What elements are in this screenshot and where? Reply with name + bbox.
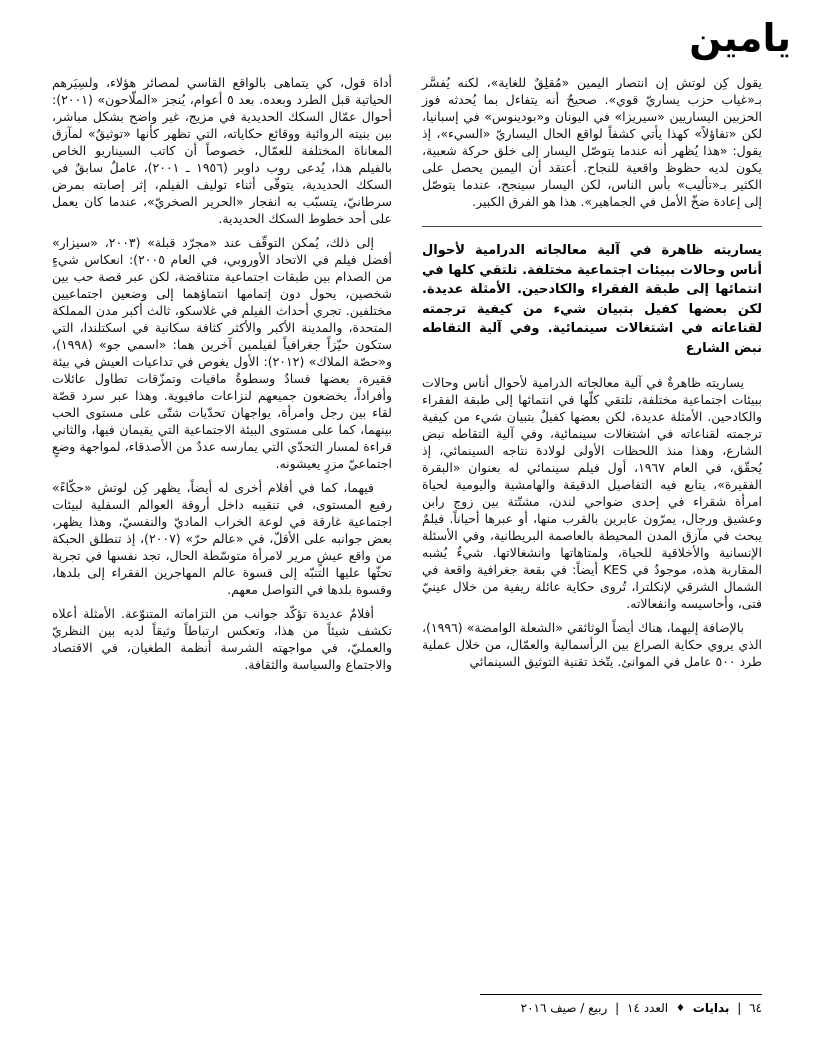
journal-name: بدايات (692, 1001, 730, 1015)
column-left (52, 74, 392, 680)
divider (422, 226, 762, 227)
footer-line (480, 994, 762, 1015)
issue-number: العدد ١٤ (627, 1001, 669, 1015)
article-body (52, 74, 762, 680)
diamond-icon: ♦ (675, 1003, 685, 1014)
column-right (422, 74, 762, 677)
footer-separator: | (615, 1001, 620, 1015)
pull-quote: يساريته ظاهرة في آلية معالجاته الدرامية لأحوال أناس وحالات ببيئات اجتماعية مختلفة. تلتقي كلها في انتمائها إلى طبقة الفقراء والكادحين. الأمثلة عديدة. لكن بعضها كفيل بتبيان شيء من كيفية ترجمته لقناعاته في اشتغالات سينمائية. وفي آلية التقاطه نبض الشارع (422, 243, 762, 356)
paragraph-right-3: بالإضافة إليهما، هناك أيضاً الوثائقي «الشعلة الوامضة» (١٩٩٦)، الذي يروي حكاية الصراع بين الرأسمالية والعمّال، من خلال عملية طرد ٥٠٠ عامل في الموانئ. يتّخذ تقنية التوثيق السينمائي (422, 620, 762, 669)
paragraph-left-3: فيهما، كما في أفلام أخرى له أيضاً، يظهر كِن لوتش «حكّاءً» رفيع المستوى، في تنقيبه داخل أروقة العوالم السفلية لبيئات اجتماعية غارقة في لوعة الخراب الماديّ والنفسيّ، وهذا يظهر، بعض جوانبه على الأقلّ، في «عالم حرّ» (٢٠٠٧)، إذ تنطلق الحبكة من واقع عيشٍ مرير لامرأة متوسّطة الحال، تجد نفسها في تجربة تحثّها عليها التنبّه إلى قسوة عالم المهاجرين الفقراء إلى بلدها، وقسوة بلدها في التواصل معهم. (52, 480, 392, 597)
paragraph-right-1: يقول كِن لوتش إن انتصار اليمين «مُقلِقٌ للغاية»، لكنه يُفسَّر بـ«غياب حزب يساريّ قوي». صحيحٌ أنه يتفاءل بما يُحدثه فوز الحزبين اليساريين «سيريزا» في اليونان و«بودينوس» في إسبانيا، لكن «تفاؤلاً» كهذا يأتي كشفاً لواقع الحال اليساريّ «السيء»، إذ يقول: «هذا يُظهر أنه عندما يتوصّل اليسار إلى خلق حركة شعبية، يكون لديه حظوظ واقعية للنجاح. أعتقد أن اليمين يحصل على الكثير بـ«تأليب» بأس الناس، لكن اليسار سينجح، عندما يتوصّل إلى إعادة ضخّ الأمل في الجماهير». هذا هو الفرق الكبير. (422, 75, 762, 209)
page-footer (52, 994, 762, 1015)
issue-season: ربيع / صيف ٢٠١٦ (520, 1001, 608, 1015)
paragraph-left-2: إلى ذلك، يُمكن التوقّف عند «مجرّد قبلة» (٢٠٠٣، «سيزار» أفضل فيلم في الاتحاد الأوروبي، في العام ٢٠٠٥): انعكاس شيءٍ من الصدام بين طبقات اجتماعية متناقضة، لكن عبر قصة حب بين شخصين، يحول دون إتمامها انتماؤهما إلى وضعين اجتماعيين مختلفين. تجري أحداث الفيلم في غلاسكو، ثالث أكبر مدن المملكة المتحدة، والمدينة الأكبر والأكثر كثافة سكانية في اسكتلندا، التي ستكون حيّزاً جغرافياً لفيلمين آخرين هما: «اسمي جو» (١٩٩٨)، و«حصّة الملاك» (٢٠١٢): الأول يغوص في تداعيات العيش في بيئة فقيرة، بعضها فسادٌ وسطوةُ مافيات وتمزّقات تطاول عائلات وأفراداً، يخضعون جميعهم لنزاعات مافيوية. وهذا عبر سرد قصّة لقاء بين رجل وامرأة، يواجهان تحدّيات شتّى على مستوى الحب بينهما، كما على مستوى البيئة الاجتماعية التي يقيمان فيها، والثاني قراءة لمسار التحدّي التي يمارسه عددٌ من الأصدقاء، لمواجهة وضعٍ اجتماعيّ مزرٍ يعيشونه. (52, 235, 392, 471)
paragraph-left-4: أفلامٌ عديدة تؤكّد جوانب من التزاماته المتنوّعة. الأمثلة أعلاه تكشف شيئاً من هذا، وتعكس ارتباطاً وثيقاً لديه بين النظريّ والعمليّ، في مواجهته الشرسة أنظمة الطغيان، في الاقتصاد والاجتماع والسياسة والثقافة. (52, 606, 392, 672)
page-title: يامين (689, 16, 791, 60)
footer-separator: | (737, 1001, 742, 1015)
page-number: ٦٤ (749, 1001, 762, 1015)
paragraph-right-2: يساريته ظاهرةٌ في آلية معالجاته الدرامية لأحوال أناس وحالات ببيئات اجتماعية مختلفة، تلتقي كلّها في انتمائها إلى طبقة الفقراء والكادحين. الأمثلة عديدة، لكن بعضها كفيلٌ بتبيان شيء من كيفية ترجمته لقناعاته في اشتغالات سينمائية، وفي آلية التقاطه نبض الشارع، وهذا منذ اللحظات الأولى لولادة نتاجه السينمائي، إذ يُحقّق، في العام ١٩٦٧، أول فيلم سينمائي له بعنوان «البقرة الفقيرة»، يتابع فيه التفاصيل الدقيقة والهامشية واليومية لحياة امرأة شقراء في إحدى ضواحي لندن، مشتّتة بين زوج رابن وعشيق ورجال، يمرّون عابرين بالقرب منها، أو عبرها أحياناً. فيلمٌ يبحث في مآزق المدن المحيطة بالعاصمة البريطانية، وفي الأسئلة الإنسانية والأخلاقية للحياة، ولمتاهاتها وانشغالاتها. شيءٌ يُشبه المقاربة هذه، موجودٌ في KES أيضاً: في بقعة جغرافية واقعة في الشمال الشرقي لإنكلترا، تُروى حكاية عائلة ريفية من خلال عينيّ فتى، وأحاسيسه وانفعالاته. (422, 375, 762, 611)
paragraph-left-1: أداة قول، كي يتماهى بالواقع القاسي لمصائر هؤلاء، ولسِيَرهم الحياتية قبل الطرد وبعده. بعد ٥ أعوام، يُنجز «الملّاحون» (٢٠٠١): أحوال عمّال السكك الحديدية في مزيج، غير واضح بشكل مباشر، بين بنيته الروائية ووقائع حكاياته، التي تظهر كأنها «توثيقٌ» لمآزق المعاناة المختلفة للعمّال، خصوصاً أن كاتب السيناريو الخاص بالفيلم هذا، يُدعى روب داوبر (١٩٥٦ ـ ٢٠٠١)، عاملٌ سابقٌ في السكك الحديدية، يتوفّى أثناء توليف الفيلم، إثر إصابته بمرض سرطانيّ، يتسبّب به انفجار «الحرير الصخريّ»، عندما كان يعمل على أحد خطوط السكك الحديدية. (52, 75, 393, 226)
